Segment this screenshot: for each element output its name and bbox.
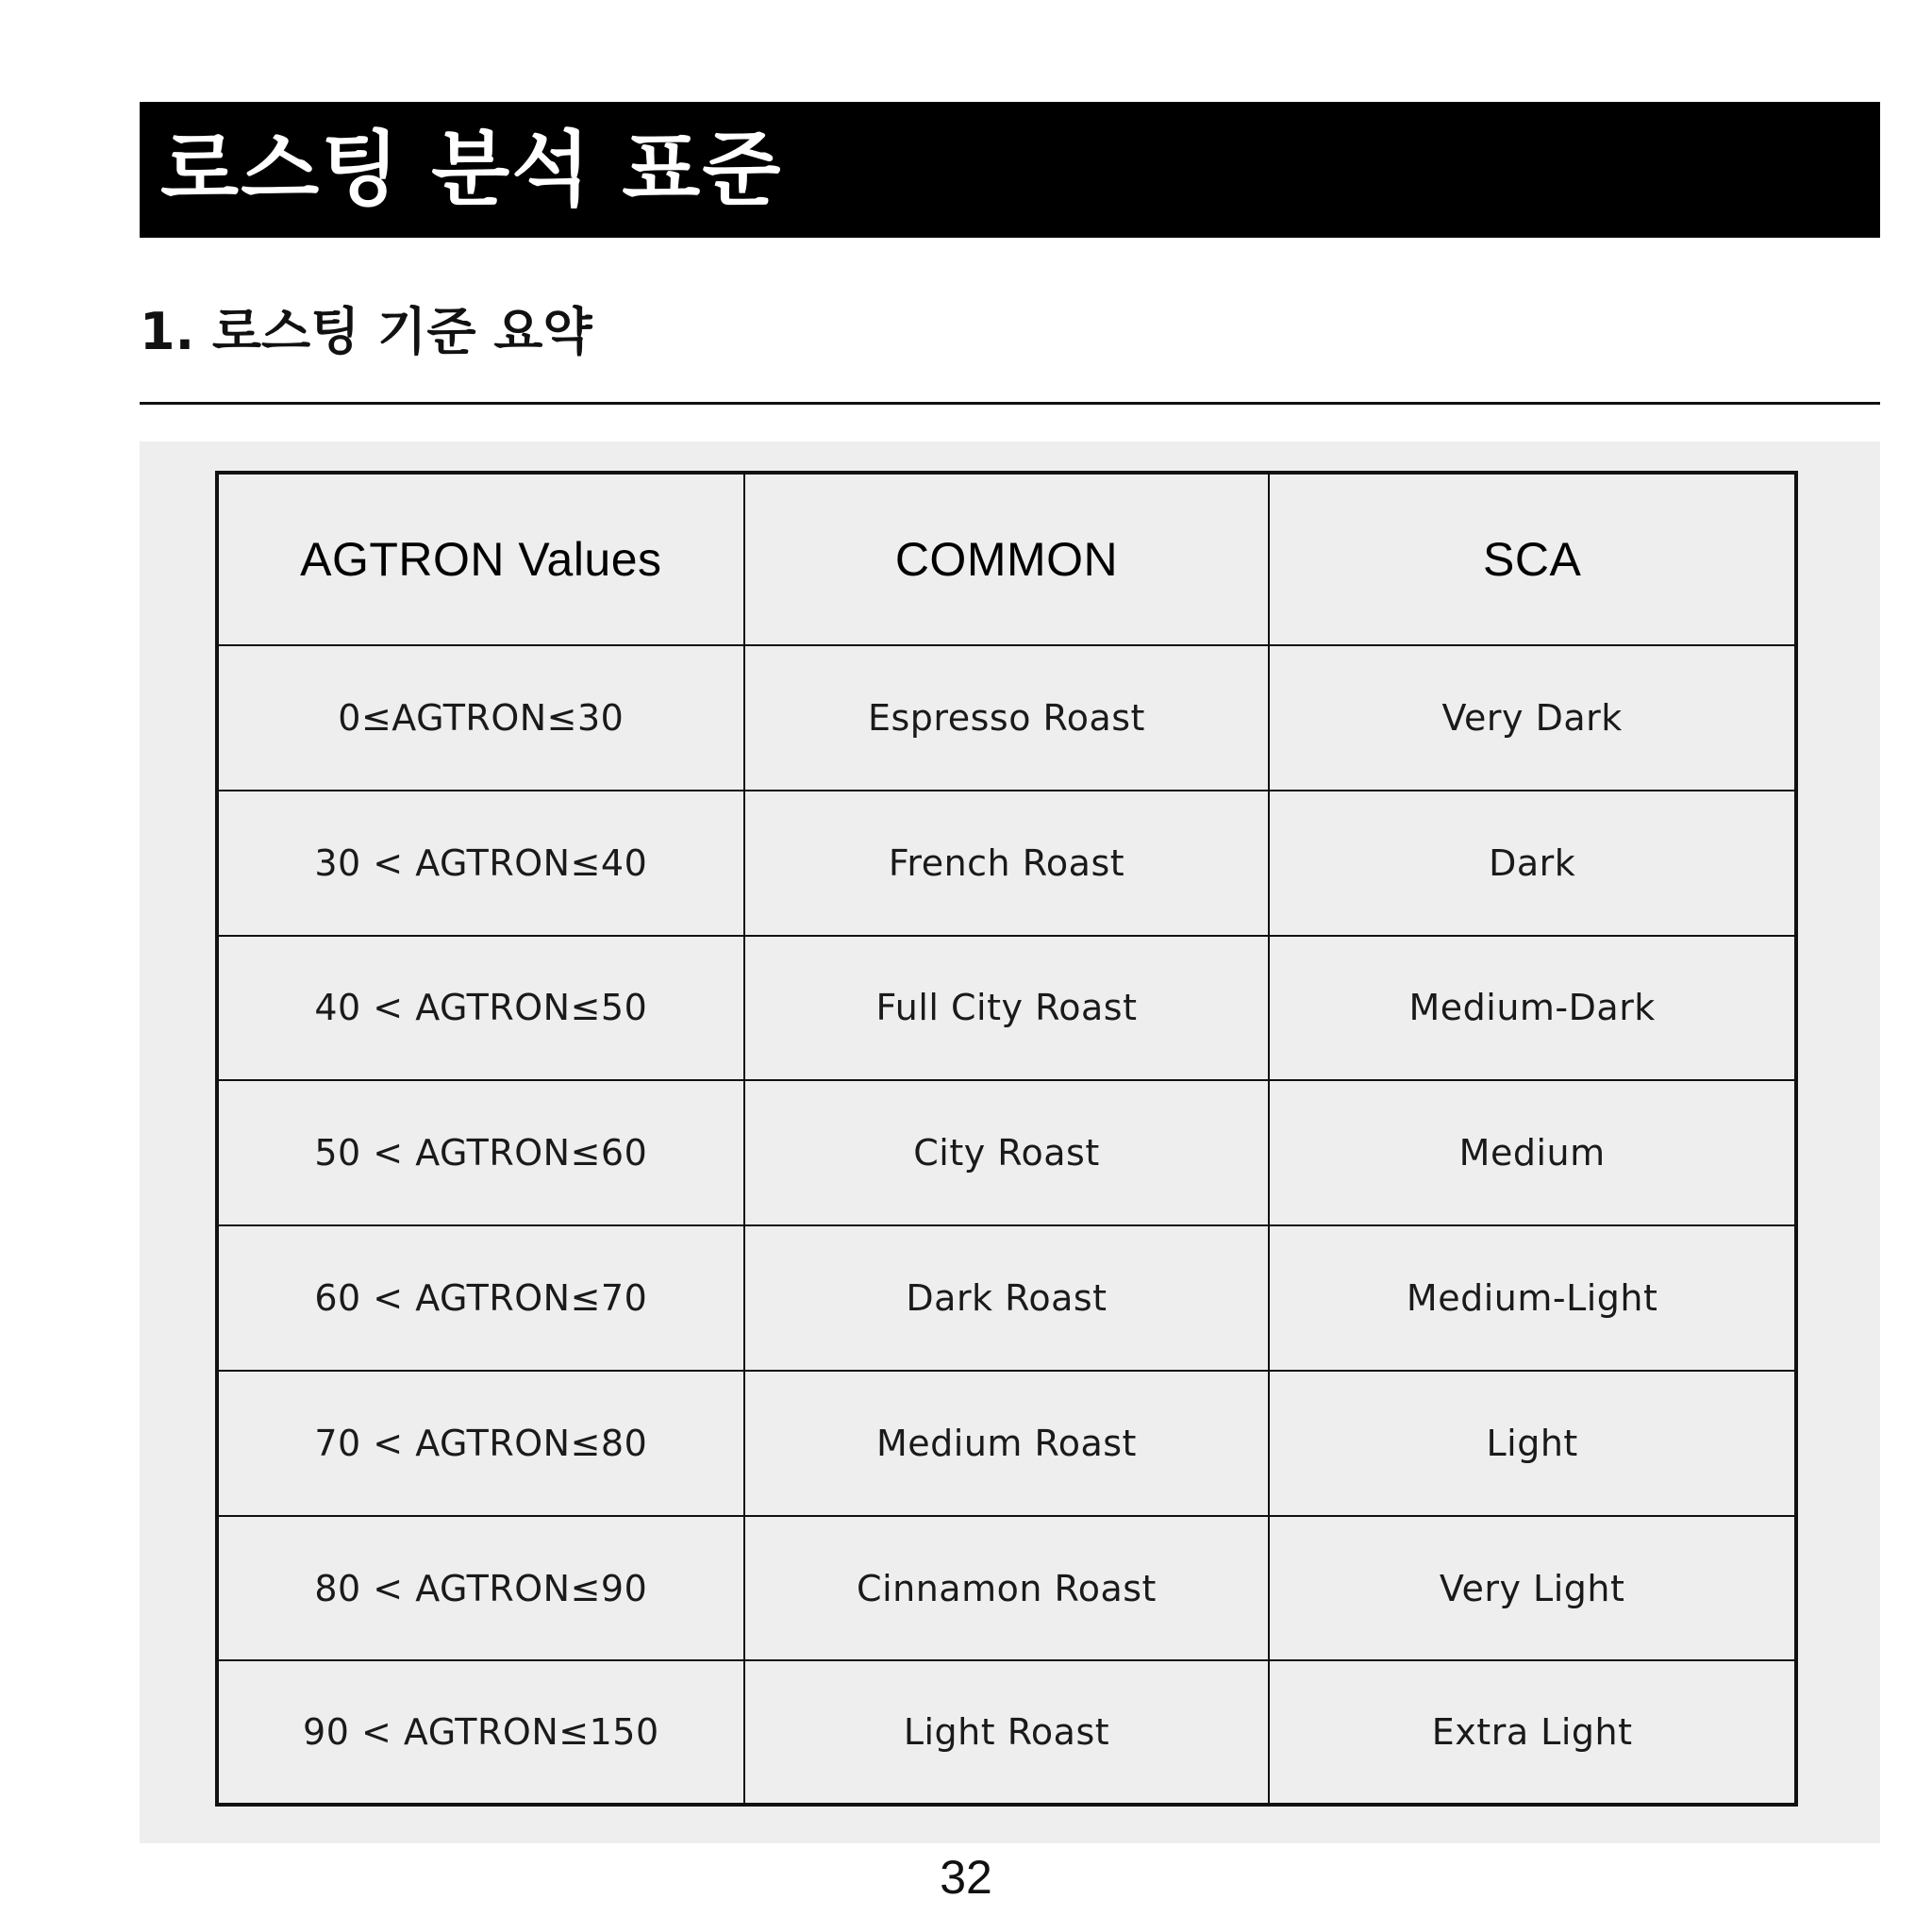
page-number: 32: [940, 1851, 992, 1904]
agtron-range-cell: 0≤AGTRON≤30: [219, 645, 744, 791]
table-row: [219, 1371, 1794, 1516]
sca-name-cell: Medium-Dark: [1269, 936, 1794, 1081]
sca-name-cell: Very Dark: [1269, 645, 1794, 791]
sca-name-cell: Extra Light: [1269, 1660, 1794, 1803]
agtron-range-cell: 30 < AGTRON≤40: [219, 791, 744, 936]
common-name-cell: Medium Roast: [744, 1371, 1270, 1516]
agtron-range-cell: 60 < AGTRON≤70: [219, 1225, 744, 1371]
agtron-range-cell: 50 < AGTRON≤60: [219, 1080, 744, 1225]
page-title: 로스팅 분석 표준: [160, 123, 783, 217]
sca-name-cell: Medium-Light: [1269, 1225, 1794, 1371]
common-name-cell: Full City Roast: [744, 936, 1270, 1081]
common-name-cell: Cinnamon Roast: [744, 1516, 1270, 1661]
common-name-cell: City Roast: [744, 1080, 1270, 1225]
sca-name-cell: Very Light: [1269, 1516, 1794, 1661]
section-heading: 1. 로스팅 기준 요약: [140, 302, 592, 361]
table-row: [219, 1516, 1794, 1661]
table-header-row: [219, 475, 1794, 645]
table-row: [219, 645, 1794, 791]
common-name-cell: Light Roast: [744, 1660, 1270, 1803]
sca-name-cell: Light: [1269, 1371, 1794, 1516]
title-bar: [140, 102, 1880, 238]
header-agtron-values: AGTRON Values: [219, 475, 744, 645]
sca-name-cell: Dark: [1269, 791, 1794, 936]
header-sca: SCA: [1269, 475, 1794, 645]
agtron-range-cell: 80 < AGTRON≤90: [219, 1516, 744, 1661]
table-row: [219, 791, 1794, 936]
agtron-range-cell: 90 < AGTRON≤150: [219, 1660, 744, 1803]
common-name-cell: French Roast: [744, 791, 1270, 936]
agtron-range-cell: 40 < AGTRON≤50: [219, 936, 744, 1081]
table-row: [219, 936, 1794, 1081]
header-common: COMMON: [744, 475, 1270, 645]
roast-standards-table-frame: [215, 471, 1798, 1807]
agtron-range-cell: 70 < AGTRON≤80: [219, 1371, 744, 1516]
section-divider: [140, 402, 1880, 405]
table-row: [219, 1660, 1794, 1803]
common-name-cell: Dark Roast: [744, 1225, 1270, 1371]
table-row: [219, 1225, 1794, 1371]
table-row: [219, 1080, 1794, 1225]
sca-name-cell: Medium: [1269, 1080, 1794, 1225]
common-name-cell: Espresso Roast: [744, 645, 1270, 791]
roast-standards-table: [219, 475, 1794, 1803]
